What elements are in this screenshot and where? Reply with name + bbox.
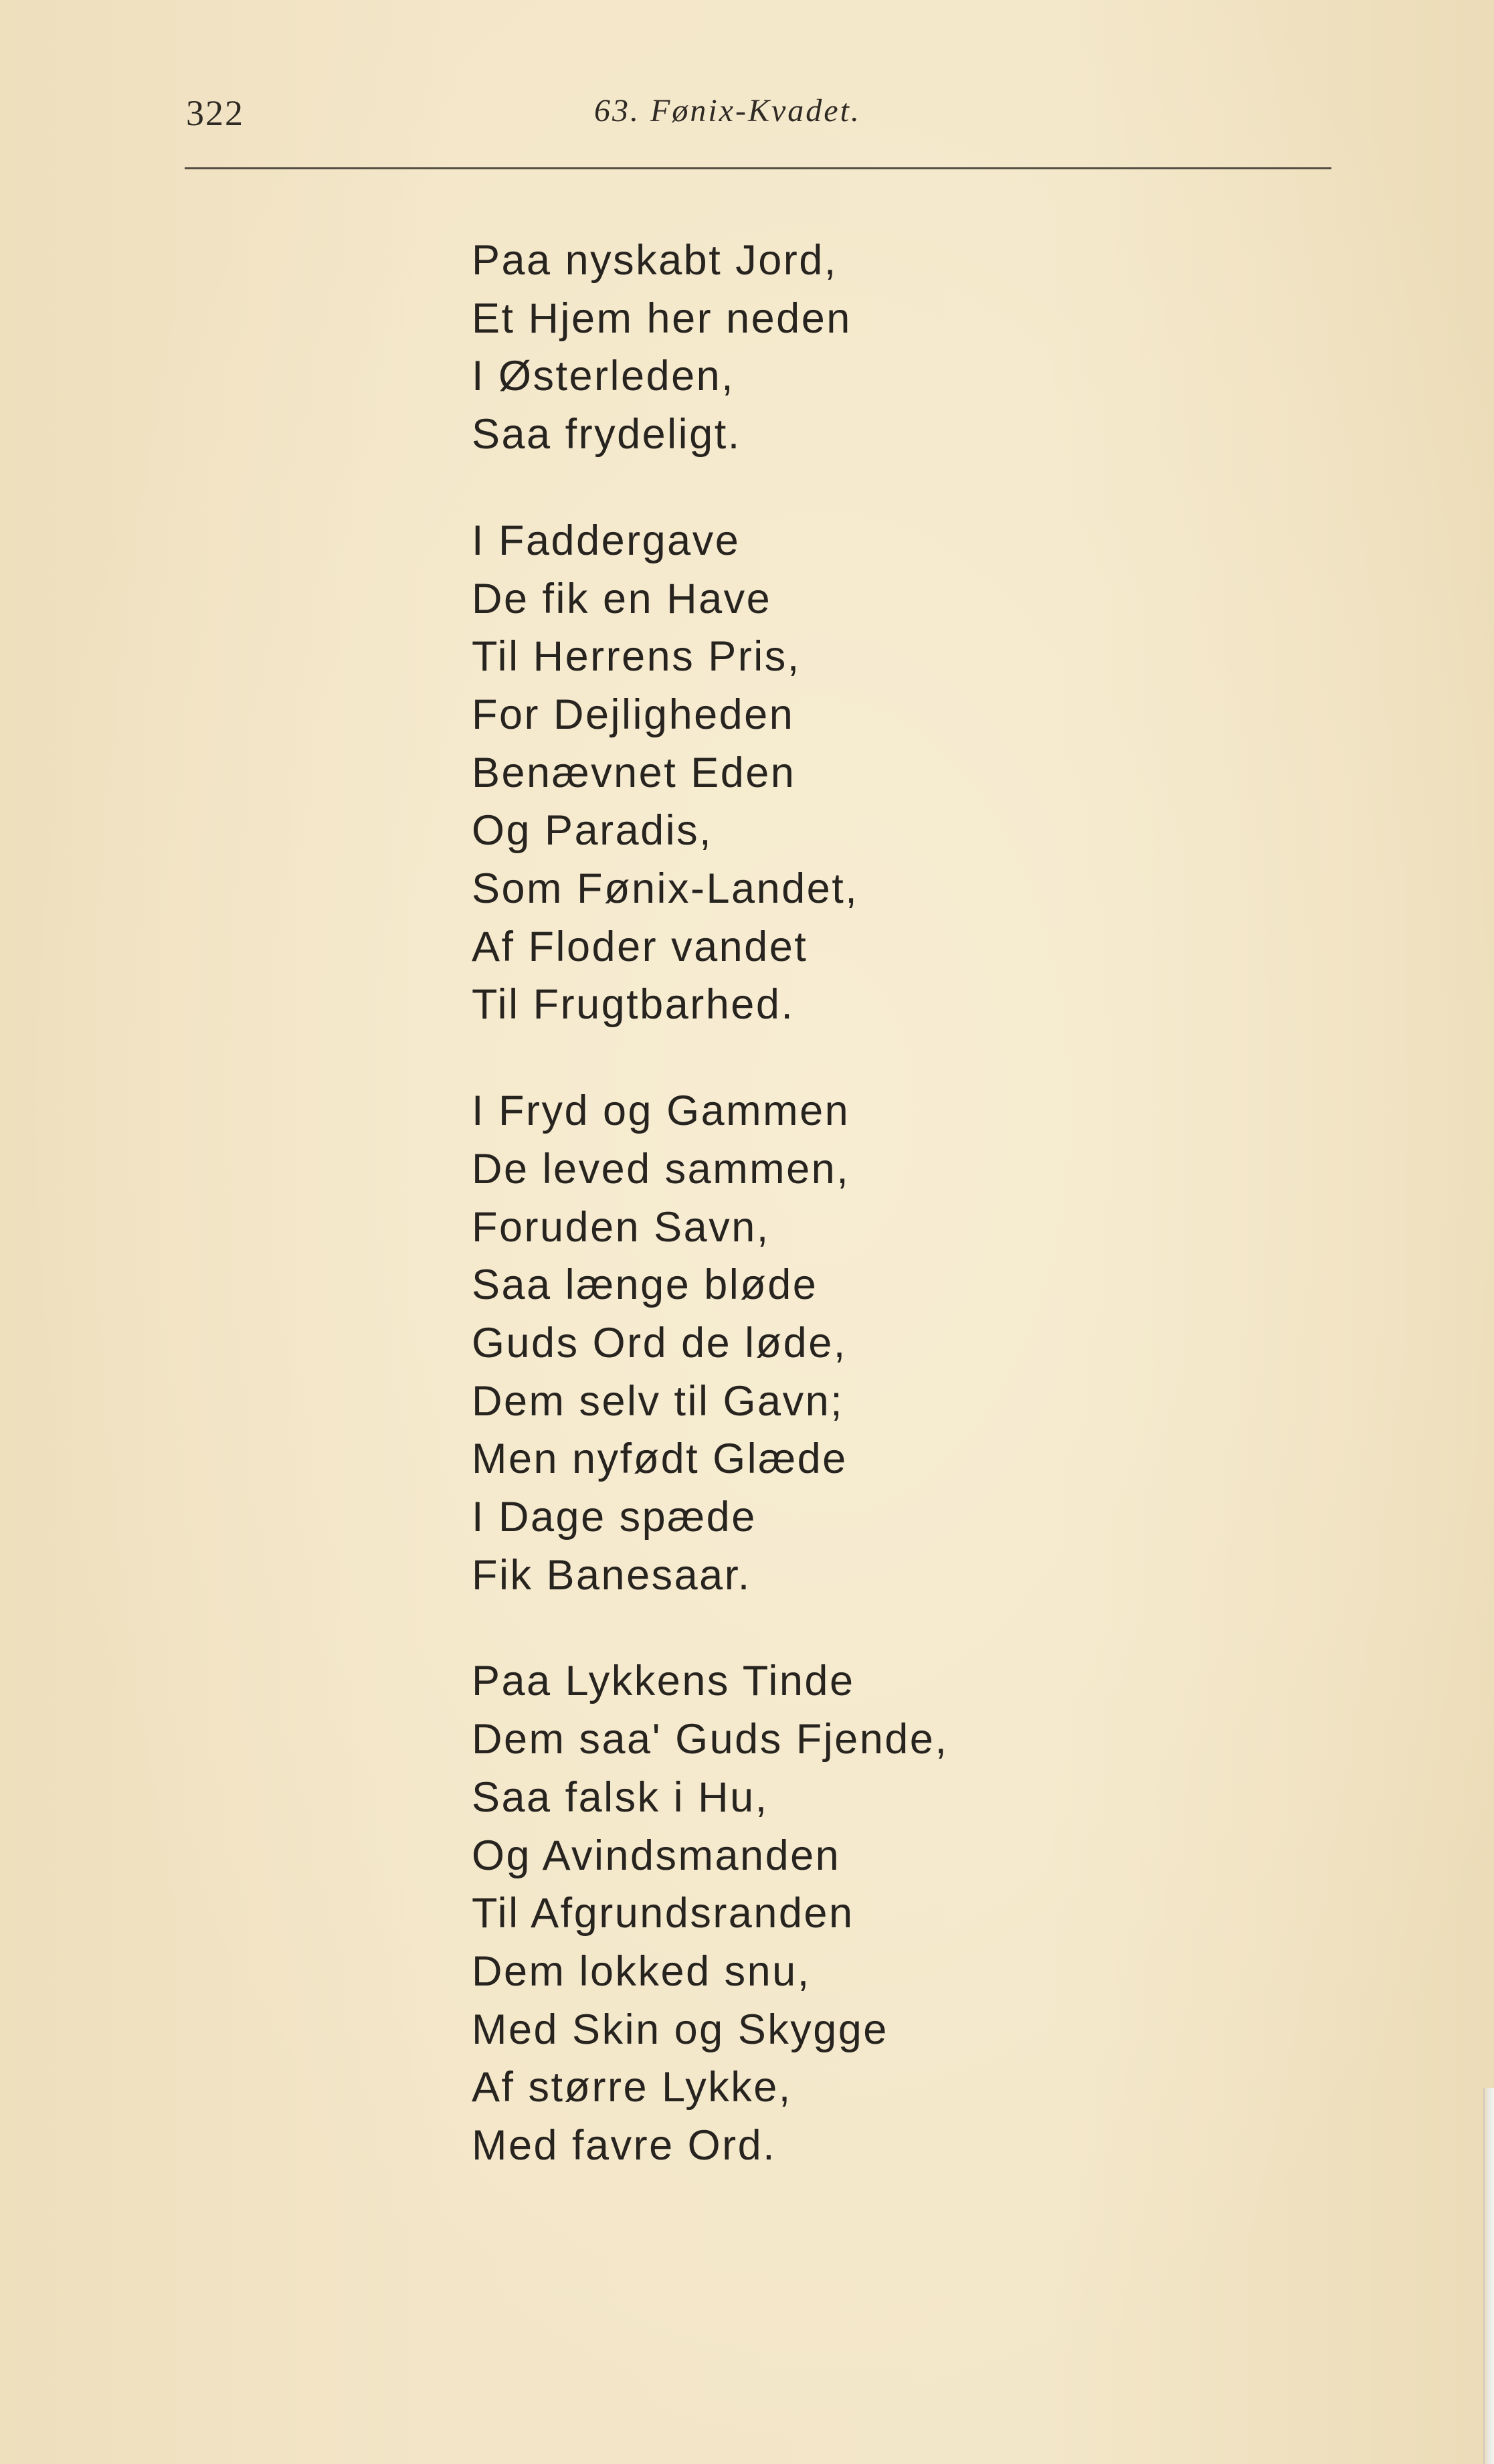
verse-line: Til Herrens Pris, [472,633,801,681]
running-title: 63. Fønix-Kvadet. [594,93,861,128]
header-rule [185,167,1331,169]
page-header [186,92,1331,146]
stanza-4 [472,1652,1275,2174]
verse-line: Saa længe bløde [472,1261,818,1309]
poem [472,232,1275,2175]
verse-line: I Faddergave [472,517,741,564]
verse-line: Dem saa' Guds Fjende, [472,1716,949,1763]
verse-line: Af Floder vandet [472,923,808,970]
verse-line: For Dejligheden [472,691,795,738]
stanza-2 [472,512,1275,1034]
verse-line: Foruden Savn, [472,1203,770,1251]
verse-line: Saa falsk i Hu, [472,1773,769,1821]
verse-line: Med Skin og Skygge [472,2006,889,2053]
verse-line: I Østerleden, [472,353,735,400]
verse-line: Af større Lykke, [472,2064,792,2111]
page-edge-shadow [1483,2088,1494,2464]
verse-line: Og Avindsmanden [472,1832,841,1879]
verse-line: Som Fønix-Landet, [472,865,859,913]
verse-line: I Fryd og Gammen [472,1087,850,1135]
verse-line: Til Afgrundsranden [472,1890,854,1937]
verse-line: Paa Lykkens Tinde [472,1658,855,1705]
verse-line: I Dage spæde [472,1494,757,1541]
verse-line: Dem lokked snu, [472,1947,811,1995]
stanza-1 [472,232,1275,464]
verse-line: Og Paradis, [472,807,713,855]
verse-line: Fik Banesaar. [472,1551,751,1599]
verse-line: Saa frydeligt. [472,411,741,458]
verse-line: Dem selv til Gavn; [472,1377,844,1425]
verse-line: Med favre Ord. [472,2122,777,2170]
verse-line: Guds Ord de løde, [472,1319,847,1367]
verse-line: Benævnet Eden [472,749,796,796]
verse-line: De leved sammen, [472,1145,850,1193]
page-number: 322 [186,93,244,133]
verse-line: Et Hjem her neden [472,294,852,342]
verse-line: De fik en Have [472,575,772,622]
verse-line: Til Frugtbarhed. [472,981,795,1029]
verse-line: Paa nyskabt Jord, [472,237,838,284]
stanza-3 [472,1082,1275,1604]
verse-line: Men nyfødt Glæde [472,1435,848,1483]
